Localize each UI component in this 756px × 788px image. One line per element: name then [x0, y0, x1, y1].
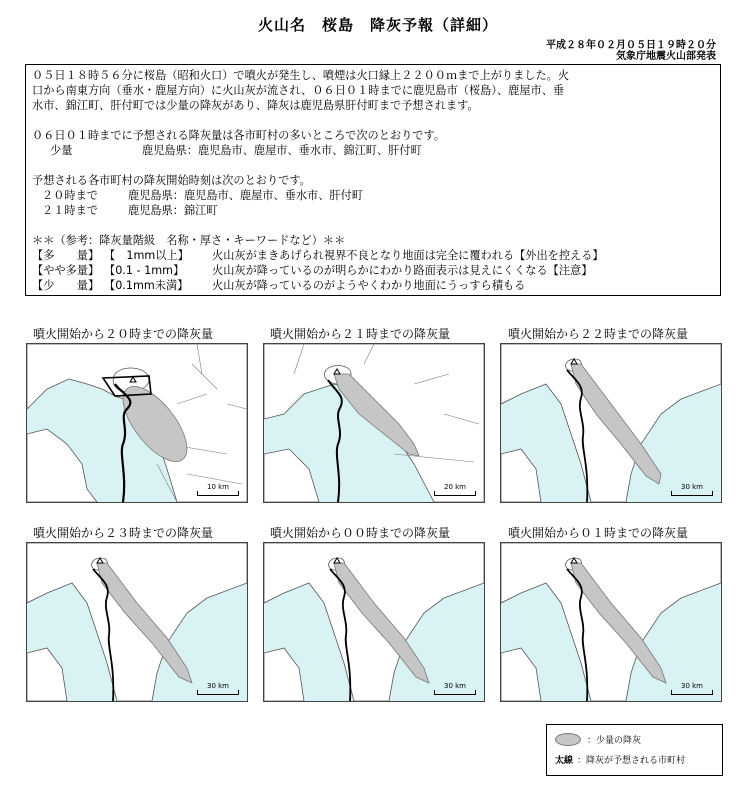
legend-ash — [555, 733, 641, 746]
scale-bar — [671, 682, 713, 695]
scale-bar — [197, 483, 239, 496]
land-west — [501, 449, 541, 502]
onset-intro: 予想される各市町村の降灰開始時刻は次のとおりです。 — [32, 174, 311, 187]
level-thickness: 【0.1mm未満】 — [104, 279, 189, 292]
level-name: 【やや多量】 — [32, 264, 100, 277]
level-thickness: 【 1mm以上】 — [104, 249, 189, 262]
map-drawing — [27, 543, 247, 701]
level-name: 【少 量】 — [32, 279, 100, 292]
map-drawing — [501, 543, 721, 701]
ashfall-map[interactable] — [500, 343, 722, 503]
bulletin-line: 水市、錦江町、肝付町では少量の降灰があり、降灰は鹿児島県肝付町まで予想されます。 — [32, 99, 479, 112]
land-west — [264, 449, 319, 502]
land-west — [27, 648, 67, 701]
scale-label: 30 km — [680, 682, 703, 690]
ashfall-map[interactable] — [26, 343, 248, 503]
page-title: 火山名 桜島 降灰予報（詳細） — [257, 16, 498, 34]
affected-boundary — [328, 380, 342, 502]
map-caption: 噴火開始から０１時までの降灰量 — [508, 526, 689, 540]
ashfall-map[interactable] — [263, 343, 485, 503]
map-legend — [546, 724, 723, 776]
legend-ash-label: ：少量の降灰 — [587, 736, 642, 746]
scale-bar — [671, 483, 713, 496]
ash-swatch-icon — [555, 733, 581, 746]
legend-thick-line — [555, 753, 685, 766]
forecast-areas: 鹿児島県：鹿児島市、鹿屋市、垂水市、錦江町、肝付町 — [142, 144, 422, 157]
reference-title: ＊＊（参考：降灰量階級 名称・厚さ・キーワードなど）＊＊ — [32, 234, 346, 247]
level-description: 火山灰が降っているのが明らかにわかり路面表示は見えにくくなる【注意】 — [212, 264, 593, 277]
onset-time: ２１時まで — [42, 204, 98, 217]
bulletin-line: 口から南東方向（垂水・鹿屋方向）に火山灰が流され、０６日０１時までに鹿児島市（桜島）、鹿屋市、垂 — [32, 84, 565, 97]
scale-bar — [434, 682, 476, 695]
forecast-level: 少量 — [50, 144, 73, 157]
map-drawing — [264, 344, 484, 502]
level-thickness: 【0.1 - 1mm】 — [104, 264, 185, 277]
forecast-row — [32, 143, 714, 158]
issue-info — [546, 40, 716, 62]
land-west — [501, 648, 541, 701]
onset-time: ２０時まで — [42, 189, 98, 202]
level-description: 火山灰が降っているのがようやくわかり地面にうっすら積もる — [212, 279, 526, 292]
level-row — [32, 263, 714, 278]
map-drawing — [501, 344, 721, 502]
level-row — [32, 278, 714, 293]
onset-row — [32, 203, 714, 218]
ashfall-map[interactable] — [263, 542, 485, 702]
scale-label: 30 km — [206, 682, 229, 690]
thick-line-label: 太線 — [555, 756, 574, 766]
map-caption: 噴火開始から２１時までの降灰量 — [270, 327, 451, 341]
scale-bar — [197, 682, 239, 695]
map-caption: 噴火開始から２０時までの降灰量 — [33, 327, 214, 341]
land-west — [264, 648, 304, 701]
onset-row — [32, 188, 714, 203]
map-caption: 噴火開始から００時までの降灰量 — [270, 526, 451, 540]
level-row — [32, 248, 714, 263]
level-description: 火山灰がまきあげられ視界不良となり地面は完全に覆われる【外出を控える】 — [212, 249, 604, 262]
map-drawing — [27, 344, 247, 502]
scale-label: 30 km — [443, 682, 466, 690]
level-name: 【多 量】 — [32, 249, 100, 262]
onset-areas: 鹿児島県：錦江町 — [128, 204, 218, 217]
bulletin-box — [25, 64, 721, 296]
forecast-intro: ０６日０１時までに予想される降灰量は各市町村の多いところで次のとおりです。 — [32, 129, 445, 142]
scale-label: 10 km — [206, 483, 229, 491]
issue-datetime: 平成２８年０２月０５日１９時２０分 — [546, 40, 716, 51]
map-caption: 噴火開始から２３時までの降灰量 — [33, 526, 214, 540]
thick-line-desc: ：降灰が予想される市町村 — [577, 756, 686, 766]
map-drawing — [264, 543, 484, 701]
onset-areas: 鹿児島県：鹿児島市、鹿屋市、垂水市、肝付町 — [128, 189, 363, 202]
ashfall-map[interactable] — [26, 542, 248, 702]
scale-bar — [434, 483, 476, 496]
scale-label: 30 km — [680, 483, 703, 491]
issuer: 気象庁地震火山部発表 — [616, 51, 716, 62]
map-caption: 噴火開始から２２時までの降灰量 — [508, 327, 689, 341]
ashfall-map[interactable] — [500, 542, 722, 702]
scale-label: 20 km — [443, 483, 466, 491]
bulletin-line: ０５日１８時５６分に桜島（昭和火口）で噴火が発生し、噴煙は火口縁上２２００ｍまで上がりました。火 — [32, 69, 570, 82]
land-west — [27, 429, 97, 502]
